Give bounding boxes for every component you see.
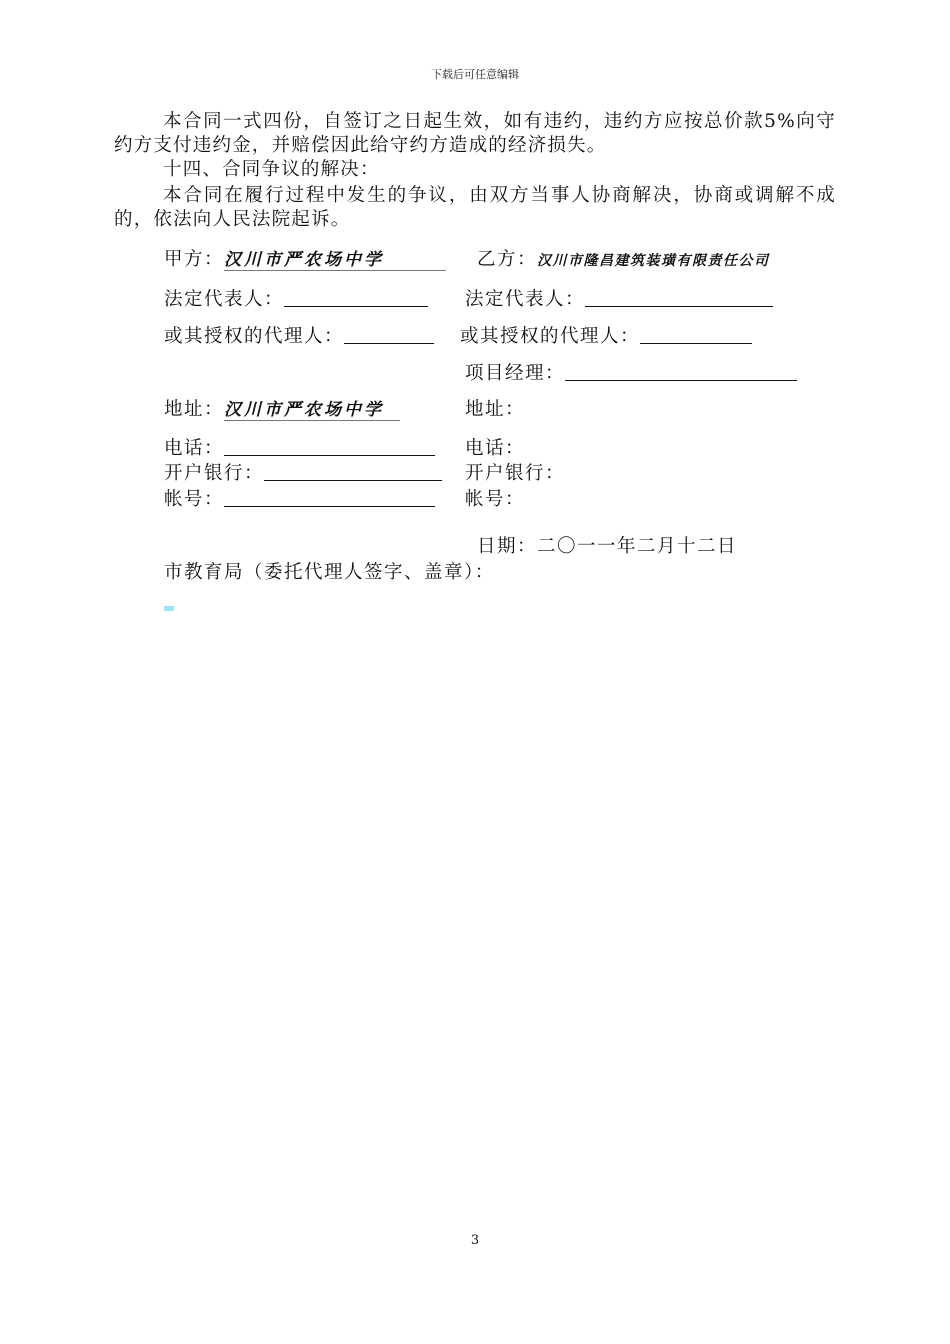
party-a-rep-blank[interactable] (284, 288, 428, 307)
party-a-account-blank[interactable] (224, 488, 435, 507)
party-a-account-line (164, 485, 435, 511)
party-a-line (164, 245, 446, 271)
clause-dispute: 本合同在履行过程中发生的争议，由双方当事人协商解决，协商或调解不成的，依法向人民法院起诉。 (114, 185, 836, 230)
party-b-agent-blank[interactable] (640, 325, 752, 344)
signing-date: 日期：二〇一一年二月十二日 (477, 536, 738, 557)
party-b-label: 乙方： (477, 249, 538, 270)
party-b-rep-line (465, 285, 773, 311)
page-number: 3 (470, 1233, 480, 1248)
party-a-bank-line (164, 459, 442, 485)
party-a-phone-line (164, 434, 435, 460)
party-a-bank-blank[interactable] (264, 462, 442, 481)
party-a-address-label: 地址： (164, 399, 225, 420)
party-a-agent-label: 或其授权的代理人： (164, 326, 345, 347)
party-a-phone-blank[interactable] (224, 437, 435, 456)
party-a-agent-blank[interactable] (344, 325, 434, 344)
party-a-phone-label: 电话： (164, 438, 225, 459)
party-b-pm-line (465, 359, 797, 385)
party-b-line (477, 245, 770, 271)
section-heading-14: 十四、合同争议的解决： (163, 159, 380, 180)
party-b-address-label: 地址： (465, 399, 526, 420)
education-bureau-line: 市教育局（委托代理人签字、盖章）： (164, 562, 495, 583)
party-a-address-line (164, 395, 400, 421)
party-a-agent-line (164, 322, 434, 348)
party-b-phone-label: 电话： (465, 438, 526, 459)
cursor-marker (164, 606, 174, 611)
party-b-bank-label: 开户银行： (465, 463, 566, 484)
party-a-bank-label: 开户银行： (164, 463, 265, 484)
party-a-name: 汉川市严农场中学 (224, 245, 446, 271)
party-a-label: 甲方： (164, 249, 225, 270)
clause-effectiveness: 本合同一式四份，自签订之日起生效，如有违约，违约方应按总价款5%向守约方支付违约金，并赔偿因此给守约方造成的经济损失。 (114, 111, 836, 156)
party-b-agent-label: 或其授权的代理人： (460, 326, 641, 347)
party-a-rep-label: 法定代表人： (164, 289, 285, 310)
page-header: 下载后可任意编辑 (431, 68, 519, 81)
party-b-agent-line (460, 322, 752, 348)
party-b-pm-label: 项目经理： (465, 363, 566, 384)
party-b-rep-label: 法定代表人： (465, 289, 586, 310)
party-b-name: 汉川市隆昌建筑装璜有限责任公司 (537, 253, 770, 269)
party-b-pm-blank[interactable] (565, 362, 797, 381)
party-a-account-label: 帐号： (164, 489, 225, 510)
party-a-rep-line (164, 285, 428, 311)
party-b-rep-blank[interactable] (585, 288, 773, 307)
party-b-account-label: 帐号： (465, 489, 526, 510)
party-a-address: 汉川市严农场中学 (224, 395, 400, 421)
